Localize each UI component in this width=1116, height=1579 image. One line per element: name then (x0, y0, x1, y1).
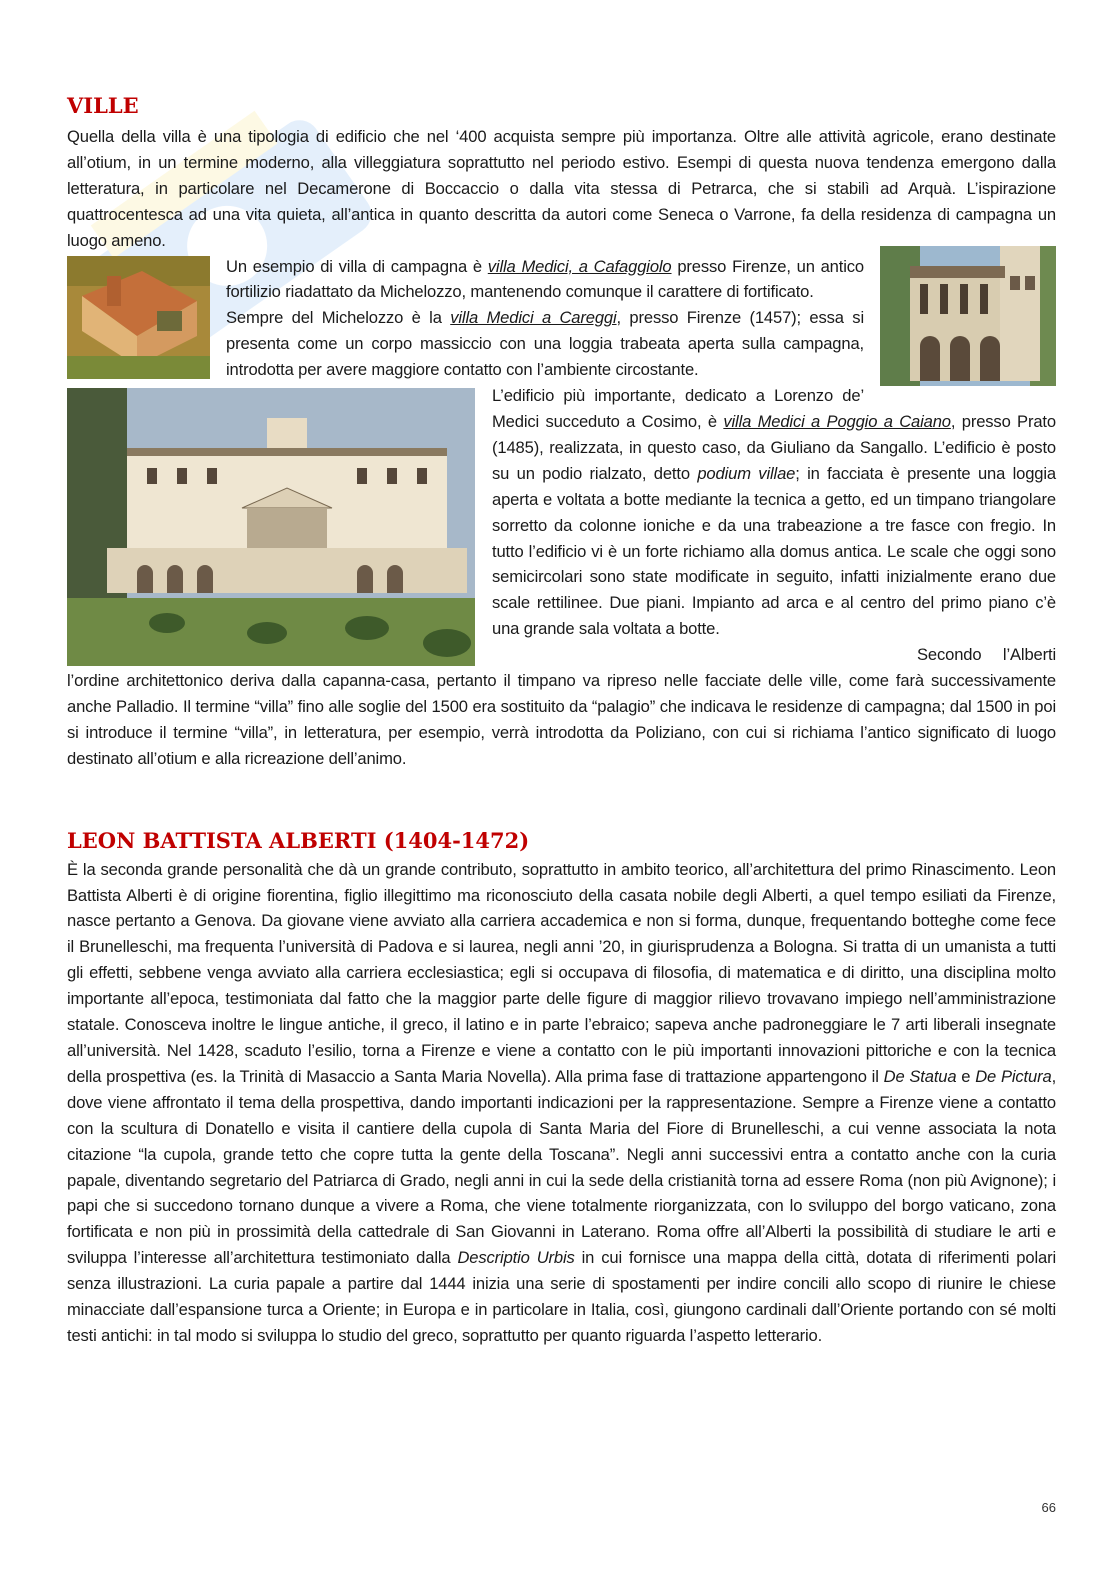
text-run: ; in facciata è presente una loggia aperta e voltata a botte mediante la tecnica a getto, ed un timpano triangolare sorretto da colonne ioniche e da una trabeazione a tre fasce con fregio. In tutto l’edificio vi è un forte richiamo alla domus antica. Le scale che oggi sono semicircolari sono state modificate in seguito, infatti inizialmente erano due scale rettilinee. Due piani. Impianto ad arca e al centro del primo piano c’è una grande sala voltata a botte. (492, 463, 1057, 639)
photo-villa-poggio-a-caiano (67, 388, 475, 666)
text-run: È la seconda grande personalità che dà un grande contributo, soprattutto in ambito teorico, all’architettura del primo Rinascimento. Leon Battista Alberti è di origine fiorentina, figlio illegittimo ma riconosciuto della casata nobile degli Alberti, a quel tempo esiliati da Firenze, nasce pertanto a Genova. Da giovane viene avviato alla carriera accademica e non si forma, dunque, frequentando botteghe come fece il Brunelleschi, ma frequenta l’università di Padova e si laurea, negli anni ’20, in giurisprudenza a Bologna. Si tratta di un umanista a tutti gli effetti, sebbene venga avviato alla carriera ecclesiastica; egli si occupava di filosofia, di matematica e di diritto, una disciplina molto importante all’epoca, testimoniata dal fatto che la maggior parte delle figure di maggior rilievo trovavano impiego nell’amministrazione statale. Conosceva inoltre le lingue antiche, il greco, il latino e in parte l’ebraico; sapeva anche padroneggiare le 7 arti liberali insegnate all’università. Nel 1428, scaduto l’esilio, torna a Firenze e viene a contatto con le più importanti innovazioni pittoriche e con la tecnica della prospettiva (es. la Trinità di Masaccio a Santa Maria Novella). Alla prima fase di trattazione appartengono il (67, 859, 1056, 1086)
text-run: presso Firenze, un antico fortilizio riadattato da Michelozzo, mantenendo comunque il carattere di fortificato. (226, 256, 864, 302)
link-villa-cafaggiolo: villa Medici, a Cafaggiolo (487, 256, 672, 276)
section-heading-alberti: LEON BATTISTA ALBERTI (1404-1472) (67, 827, 530, 853)
text-run: , presso Firenze (1457); essa si presenta come un corpo massiccio con una loggia trabeata aperta sulla campagna, introdotta per avere maggiore contatto con l’ambiente circostante. (226, 308, 864, 380)
text-run: , dove viene affrontato il tema della prospettiva, dando importanti indicazioni per la rappresentazione. Sempre a Firenze viene a contatto con la scultura di Donatello e visita il cantiere della cupola di Santa Maria del Fiore di Brunelleschi, a cui venne associata la nota citazione “la cupola, grande tetto che copre tutta la gente della Toscana”. Negli anni successivi entra a contatto anche con la curia papale, diventando segretario del Patriarca di Grado, negli anni in cui la sede della cristianità torna ad essere Roma (non più Avignone); i papi che si succedono tornano dunque a vivere a Roma, che viene totalmente riorganizzata, con lo sviluppo del borgo vaticano, zona fortificata e non più in prossimità della cattedrale di San Giovanni in Laterano. Roma offre all’Alberti la possibilità di studiare le arti e sviluppa l’interesse all’architettura testimoniato dalla (67, 1066, 1057, 1268)
italic-title: De Pictura (975, 1066, 1052, 1086)
page-number: 66 (1041, 1500, 1056, 1515)
document-page (67, 92, 1056, 1349)
italic-title: De Statua (883, 1066, 957, 1086)
link-villa-careggi: villa Medici a Careggi (450, 308, 617, 328)
link-villa-poggio-a-caiano: villa Medici a Poggio a Caiano (723, 411, 951, 431)
italic-term: podium villae (697, 463, 796, 483)
text-run: Sempre del Michelozzo è la (226, 308, 451, 328)
italic-title: Descriptio Urbis (457, 1248, 575, 1268)
text-run: e (956, 1066, 976, 1086)
text-run: Un esempio di villa di campagna è (226, 256, 488, 276)
text-run: , presso Prato (1485), realizzata, in questo caso, da Giuliano da Sangallo. L’edificio è posto su un podio rialzato, detto (492, 411, 1056, 483)
ville-paragraph-intro: Quella della villa è una tipologia di edificio che nel ‘400 acquista sempre più importanza. Oltre alle attività agricole, erano destinate all’otium, in un termine moderno, alla villeggiatura soprattutto nel periodo estivo. Esempi di questa nuova tendenza emergono dalla letteratura, in particolare nel Decamerone di Boccaccio o dalla vita stessa di Petrarca, che si stabilì ad Arquà. L’ispirazione quattrocentesca ad una vita quieta, all’antica in quanto descritta da autori come Seneca o Varrone, fa della residenza di campagna un luogo ameno. (67, 127, 1056, 250)
ville-paragraph-alberti-order: Secondo l’Alberti l’ordine architettonico deriva dalla capanna-casa, pertanto il timpano va ripreso nelle facciate delle ville, come farà successivamente anche Palladio. Il termine “villa” fino alle soglie del 1500 era sostituito da “palagio” che indicava le residenze di campagna; dal 1500 in poi si introduce il termine “villa”, in letteratura, per esempio, verrà introdotta da Poliziano, con cui si richiama l’antico significato di luogo destinato all’otium e alla ricreazione dell’animo. (67, 645, 1056, 768)
text-run: in cui fornisce una mappa della città, dotata di riferimenti polari senza illustrazioni. La curia papale a partire dal 1444 inizia una serie di spostamenti per indire concili allo scopo di riunire le chiese minacciate dall’espansione turca a Oriente; in Europa e in particolare in Italia, così, giungono cardinali dall’Oriente portando con sé molti testi antichi: in tal modo si sviluppa lo studio del greco, soprattutto per quanto riguarda l’aspetto letterario. (67, 1248, 1056, 1345)
photo-villa-careggi (880, 246, 1056, 386)
alberti-paragraph (67, 857, 1056, 1349)
photo-villa-cafaggiolo (67, 256, 210, 379)
text-run: L’edificio più importante, dedicato a Lorenzo de’ Medici succeduto a Cosimo, è (492, 386, 864, 431)
section-heading-ville: VILLE (67, 93, 139, 118)
